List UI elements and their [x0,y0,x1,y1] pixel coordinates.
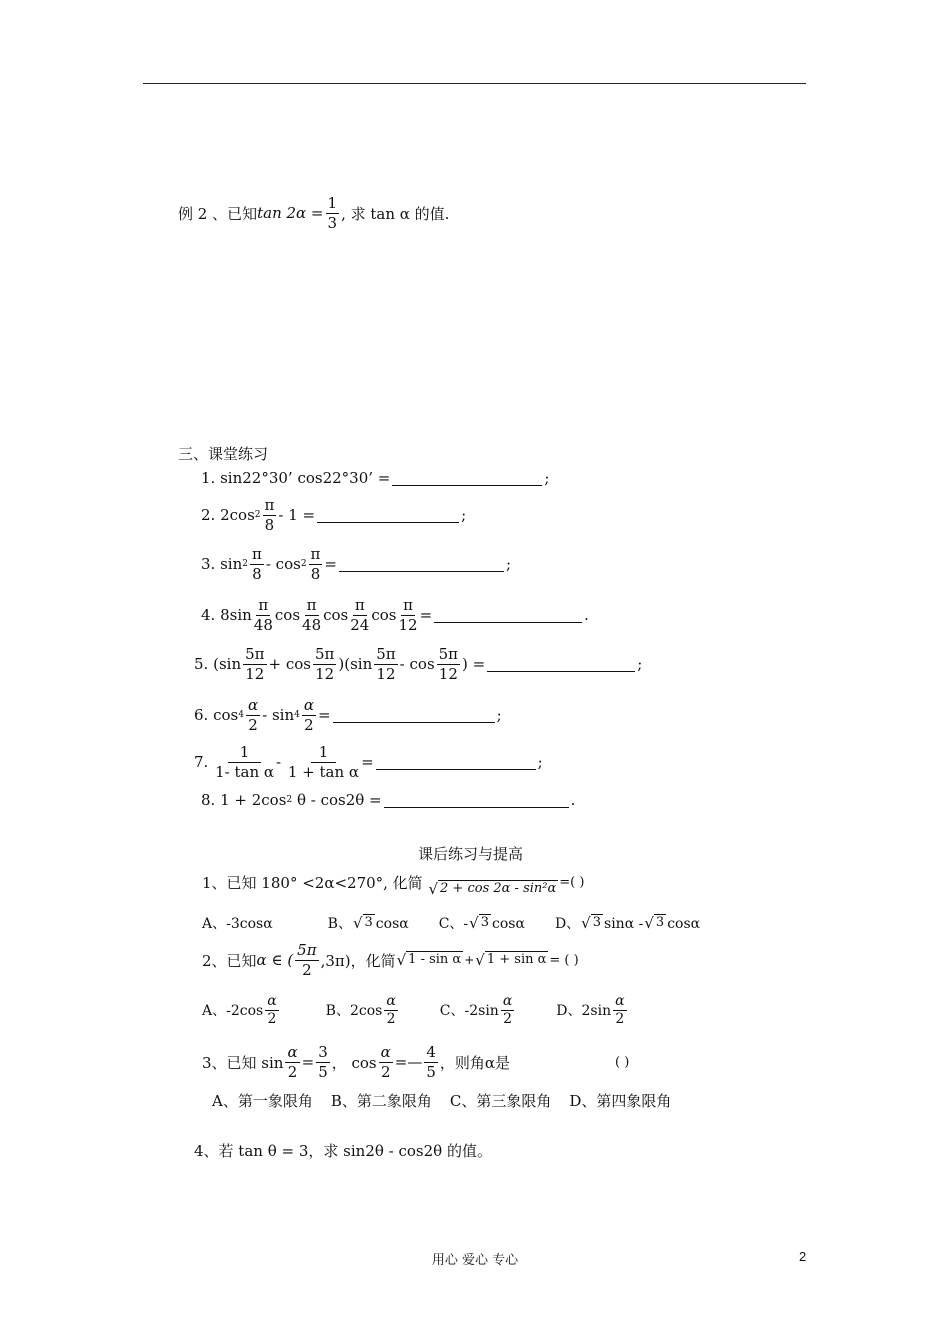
option-c[interactable]: C、- √ 3 cosα [438,914,525,932]
question-1-options [202,913,700,933]
exercise-5: 5. (sin 5π 12 + cos 5π 12 )(sin 5π 12 - cos 5π 12 ) = ; [194,645,643,683]
exercise-6: 6. cos 4 α 2 - sin 4 $\frac{\alpha}{2}$ = ; [194,696,502,734]
section-3-title: 三、课堂练习 [178,445,269,463]
question-4: 4、若 tan θ = 3，求 sin2θ - cos2θ 的值。 [194,1142,492,1160]
example-2-suffix: , 求 tan α 的值. [341,204,450,223]
answer-blank[interactable] [434,608,582,623]
option-b[interactable]: B、 √ 3 cosα [327,914,409,932]
option-b[interactable]: B、2cos $\frac{\alpha}{2}$ [325,993,396,1028]
exercise-3: 3. sin 2 π 8 - cos 2 $\frac{\pi}{8}$ = ; [201,545,512,583]
option-d[interactable]: D、第四象限角 [569,1092,672,1110]
radical: √ 1 - sin α [396,951,462,969]
exercise-2: 2. 2cos 2 π 8 - 1 = ; [201,496,467,534]
exercise-7: 7. 1 1- tan α - $\frac{1}{\text{1 + tan α}}$ = ; [194,743,543,781]
radical: √ 1 + sin α [475,951,547,969]
exercise-8: 8. 1 + 2cos 2 θ - cos2θ = . [201,791,576,809]
option-c[interactable]: C、-2sin $\frac{\alpha}{2}$ [439,993,513,1028]
exercise-4: 4. 8sin π 48 cos π 48 cos π 24 cos $\frac{\pi}{12}$ = . [201,596,589,634]
question-3: 3、已知 sin $\frac{\alpha}{2}$ = $\frac{3}{5}$ ， cos $\frac{\alpha}{2}$ =— 4 5 ，则角α是 ( ) [202,1043,630,1081]
option-a[interactable]: A、-3cosα [202,916,273,932]
option-d[interactable]: D、 √ 3 sinα - √ 3 cosα [554,914,701,932]
answer-blank[interactable] [339,557,504,572]
header-rule [143,83,806,84]
page-footer: 用心 爱心 专心 [431,1253,519,1268]
answer-blank[interactable] [487,657,635,672]
option-c[interactable]: C、第三象限角 [449,1092,552,1110]
answer-blank[interactable] [384,793,569,808]
option-a[interactable]: A、-2cos $\frac{\alpha}{2}$ [202,993,277,1028]
question-3-options [212,1090,671,1111]
radical: √ 2 + cos 2α - sin²α [428,880,557,898]
question-1: 1、已知 180° <2α<270°, 化简 √ 2 + cos 2α - sin²α =( ) [202,873,585,898]
answer-blank[interactable] [333,708,495,723]
example-2-expr: tan 2α = [257,204,324,222]
question-2: 2、已知 α ∈ ( 5π 2 ,3π)，化简 √ 1 - sin α + √ 1 + sin α = ( ) [202,941,579,979]
option-a[interactable]: A、第一象限角 [212,1092,313,1110]
option-d[interactable]: D、2sin $\frac{\alpha}{2}$ [556,993,625,1028]
example-2 [178,195,449,231]
example-2-prefix: 例 2 、已知 [178,204,258,223]
answer-blank[interactable] [376,755,536,770]
question-2-options [202,994,629,1028]
after-class-title: 课后练习与提高 [418,845,524,863]
page-number: 2 [799,1249,807,1264]
example-2-fraction: $\frac{1}{3}$ [327,194,338,232]
option-b[interactable]: B、第二象限角 [330,1092,432,1110]
exercise-1: 1. sin22°30’ cos22°30’ = ; [201,469,550,487]
answer-blank[interactable] [317,508,459,523]
answer-blank[interactable] [392,471,542,486]
